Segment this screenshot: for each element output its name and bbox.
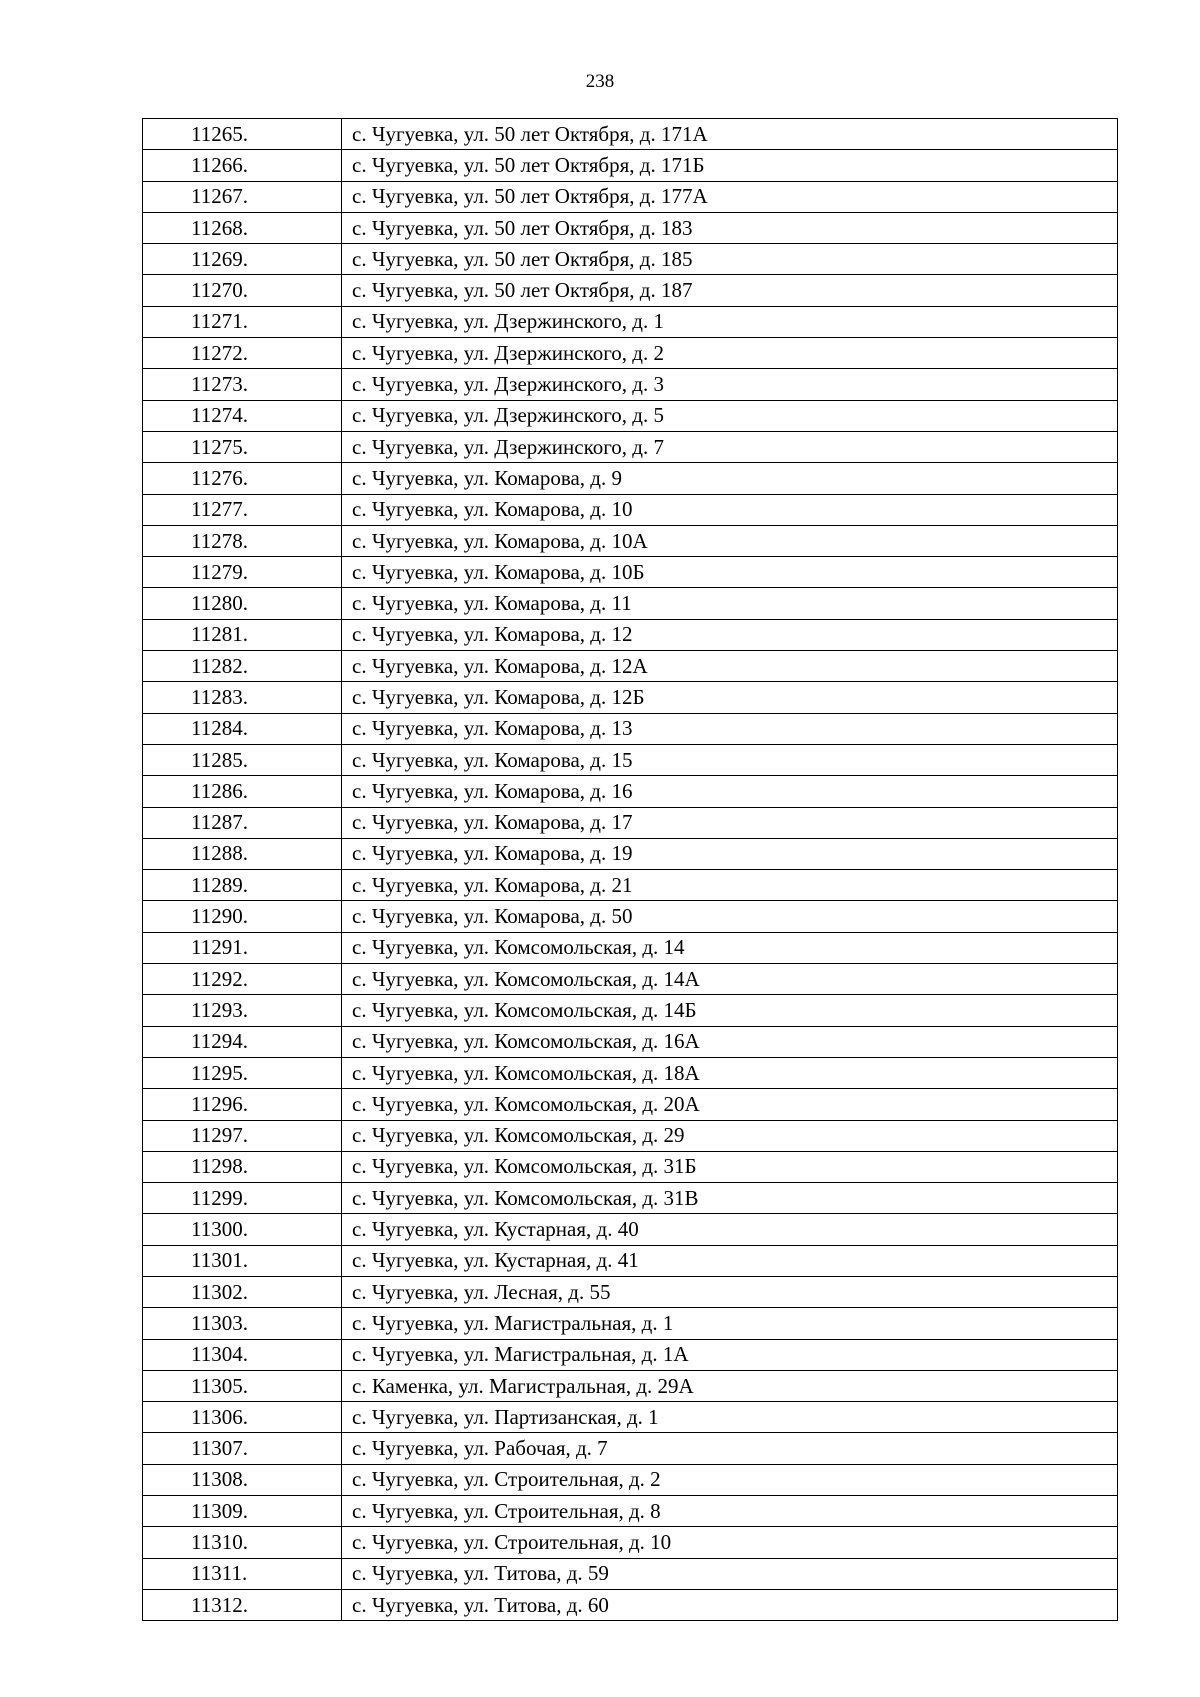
address-cell: с. Чугуевка, ул. 50 лет Октября, д. 171Б bbox=[342, 150, 1118, 181]
address-cell: с. Чугуевка, ул. 50 лет Октября, д. 187 bbox=[342, 275, 1118, 306]
row-number-cell: 11289. bbox=[143, 870, 342, 901]
table-row bbox=[143, 1026, 1118, 1057]
table-row bbox=[143, 1527, 1118, 1558]
table-row bbox=[143, 306, 1118, 337]
address-cell: с. Чугуевка, ул. Кустарная, д. 41 bbox=[342, 1245, 1118, 1276]
row-number-cell: 11300. bbox=[143, 1214, 342, 1245]
row-number-cell: 11299. bbox=[143, 1183, 342, 1214]
address-cell: с. Чугуевка, ул. Магистральная, д. 1А bbox=[342, 1339, 1118, 1370]
table-row bbox=[143, 463, 1118, 494]
table-row bbox=[143, 1433, 1118, 1464]
table-row bbox=[143, 431, 1118, 462]
address-cell: с. Чугуевка, ул. Строительная, д. 10 bbox=[342, 1527, 1118, 1558]
address-cell: с. Чугуевка, ул. Магистральная, д. 1 bbox=[342, 1308, 1118, 1339]
row-number-cell: 11309. bbox=[143, 1496, 342, 1527]
row-number-cell: 11268. bbox=[143, 212, 342, 243]
table-row bbox=[143, 1120, 1118, 1151]
address-cell: с. Чугуевка, ул. Комарова, д. 10Б bbox=[342, 557, 1118, 588]
row-number-cell: 11296. bbox=[143, 1089, 342, 1120]
address-cell: с. Чугуевка, ул. Комарова, д. 16 bbox=[342, 776, 1118, 807]
row-number-cell: 11276. bbox=[143, 463, 342, 494]
address-cell: с. Чугуевка, ул. Комарова, д. 15 bbox=[342, 744, 1118, 775]
table-row bbox=[143, 150, 1118, 181]
address-cell: с. Чугуевка, ул. Дзержинского, д. 3 bbox=[342, 369, 1118, 400]
address-cell: с. Чугуевка, ул. Строительная, д. 2 bbox=[342, 1464, 1118, 1495]
table-row bbox=[143, 1339, 1118, 1370]
row-number-cell: 11265. bbox=[143, 119, 342, 150]
address-cell: с. Чугуевка, ул. Комсомольская, д. 31Б bbox=[342, 1151, 1118, 1182]
table-row bbox=[143, 119, 1118, 150]
row-number-cell: 11285. bbox=[143, 744, 342, 775]
address-cell: с. Чугуевка, ул. Комсомольская, д. 14 bbox=[342, 932, 1118, 963]
row-number-cell: 11305. bbox=[143, 1370, 342, 1401]
row-number-cell: 11312. bbox=[143, 1589, 342, 1620]
row-number-cell: 11302. bbox=[143, 1276, 342, 1307]
table-row bbox=[143, 1370, 1118, 1401]
table-row bbox=[143, 901, 1118, 932]
address-cell: с. Чугуевка, ул. Комарова, д. 12 bbox=[342, 619, 1118, 650]
table-row bbox=[143, 1214, 1118, 1245]
table-row bbox=[143, 1496, 1118, 1527]
table-row bbox=[143, 1089, 1118, 1120]
row-number-cell: 11293. bbox=[143, 995, 342, 1026]
row-number-cell: 11306. bbox=[143, 1402, 342, 1433]
row-number-cell: 11303. bbox=[143, 1308, 342, 1339]
table-row bbox=[143, 870, 1118, 901]
address-cell: с. Чугуевка, ул. Комарова, д. 12Б bbox=[342, 682, 1118, 713]
table-row bbox=[143, 525, 1118, 556]
table-row bbox=[143, 1245, 1118, 1276]
row-number-cell: 11286. bbox=[143, 776, 342, 807]
row-number-cell: 11266. bbox=[143, 150, 342, 181]
row-number-cell: 11278. bbox=[143, 525, 342, 556]
row-number-cell: 11294. bbox=[143, 1026, 342, 1057]
row-number-cell: 11310. bbox=[143, 1527, 342, 1558]
row-number-cell: 11281. bbox=[143, 619, 342, 650]
address-table-body bbox=[143, 119, 1118, 1621]
address-cell: с. Чугуевка, ул. Кустарная, д. 40 bbox=[342, 1214, 1118, 1245]
table-row bbox=[143, 1589, 1118, 1620]
address-cell: с. Чугуевка, ул. Рабочая, д. 7 bbox=[342, 1433, 1118, 1464]
address-cell: с. Чугуевка, ул. Дзержинского, д. 2 bbox=[342, 338, 1118, 369]
table-row bbox=[143, 964, 1118, 995]
row-number-cell: 11275. bbox=[143, 431, 342, 462]
row-number-cell: 11270. bbox=[143, 275, 342, 306]
address-cell: с. Чугуевка, ул. Комарова, д. 12А bbox=[342, 651, 1118, 682]
row-number-cell: 11290. bbox=[143, 901, 342, 932]
table-row bbox=[143, 244, 1118, 275]
table-row bbox=[143, 776, 1118, 807]
row-number-cell: 11292. bbox=[143, 964, 342, 995]
address-cell: с. Чугуевка, ул. Титова, д. 60 bbox=[342, 1589, 1118, 1620]
address-cell: с. Чугуевка, ул. Комсомольская, д. 14Б bbox=[342, 995, 1118, 1026]
address-cell: с. Чугуевка, ул. Строительная, д. 8 bbox=[342, 1496, 1118, 1527]
table-row bbox=[143, 1276, 1118, 1307]
row-number-cell: 11295. bbox=[143, 1057, 342, 1088]
address-cell: с. Чугуевка, ул. Комсомольская, д. 31В bbox=[342, 1183, 1118, 1214]
address-cell: с. Чугуевка, ул. 50 лет Октября, д. 185 bbox=[342, 244, 1118, 275]
table-row bbox=[143, 995, 1118, 1026]
table-row bbox=[143, 369, 1118, 400]
table-row bbox=[143, 619, 1118, 650]
address-cell: с. Чугуевка, ул. Комарова, д. 11 bbox=[342, 588, 1118, 619]
page-number: 238 bbox=[585, 71, 615, 92]
row-number-cell: 11272. bbox=[143, 338, 342, 369]
row-number-cell: 11280. bbox=[143, 588, 342, 619]
row-number-cell: 11277. bbox=[143, 494, 342, 525]
table-row bbox=[143, 1151, 1118, 1182]
address-cell: с. Чугуевка, ул. Дзержинского, д. 5 bbox=[342, 400, 1118, 431]
table-row bbox=[143, 932, 1118, 963]
address-cell: с. Чугуевка, ул. Комарова, д. 10 bbox=[342, 494, 1118, 525]
row-number-cell: 11308. bbox=[143, 1464, 342, 1495]
row-number-cell: 11271. bbox=[143, 306, 342, 337]
address-cell: с. Чугуевка, ул. 50 лет Октября, д. 177А bbox=[342, 181, 1118, 212]
address-cell: с. Чугуевка, ул. Лесная, д. 55 bbox=[342, 1276, 1118, 1307]
address-cell: с. Чугуевка, ул. Дзержинского, д. 1 bbox=[342, 306, 1118, 337]
table-row bbox=[143, 1308, 1118, 1339]
table-row bbox=[143, 181, 1118, 212]
address-cell: с. Чугуевка, ул. Комарова, д. 10А bbox=[342, 525, 1118, 556]
address-cell: с. Чугуевка, ул. 50 лет Октября, д. 183 bbox=[342, 212, 1118, 243]
row-number-cell: 11284. bbox=[143, 713, 342, 744]
row-number-cell: 11301. bbox=[143, 1245, 342, 1276]
row-number-cell: 11279. bbox=[143, 557, 342, 588]
row-number-cell: 11274. bbox=[143, 400, 342, 431]
table-row bbox=[143, 838, 1118, 869]
address-cell: с. Чугуевка, ул. Комарова, д. 9 bbox=[342, 463, 1118, 494]
table-row bbox=[143, 1558, 1118, 1589]
table-row bbox=[143, 1057, 1118, 1088]
table-row bbox=[143, 494, 1118, 525]
address-cell: с. Чугуевка, ул. Титова, д. 59 bbox=[342, 1558, 1118, 1589]
row-number-cell: 11282. bbox=[143, 651, 342, 682]
table-row bbox=[143, 1402, 1118, 1433]
row-number-cell: 11288. bbox=[143, 838, 342, 869]
table-row bbox=[143, 212, 1118, 243]
table-row bbox=[143, 713, 1118, 744]
table-row bbox=[143, 682, 1118, 713]
table-row bbox=[143, 338, 1118, 369]
row-number-cell: 11287. bbox=[143, 807, 342, 838]
row-number-cell: 11304. bbox=[143, 1339, 342, 1370]
address-table bbox=[142, 118, 1118, 1621]
address-cell: с. Чугуевка, ул. Комарова, д. 19 bbox=[342, 838, 1118, 869]
address-cell: с. Чугуевка, ул. Комарова, д. 17 bbox=[342, 807, 1118, 838]
row-number-cell: 11307. bbox=[143, 1433, 342, 1464]
address-cell: с. Чугуевка, ул. Дзержинского, д. 7 bbox=[342, 431, 1118, 462]
table-row bbox=[143, 588, 1118, 619]
table-row bbox=[143, 807, 1118, 838]
address-cell: с. Чугуевка, ул. Комсомольская, д. 14А bbox=[342, 964, 1118, 995]
row-number-cell: 11269. bbox=[143, 244, 342, 275]
row-number-cell: 11297. bbox=[143, 1120, 342, 1151]
address-cell: с. Чугуевка, ул. Комарова, д. 50 bbox=[342, 901, 1118, 932]
table-row bbox=[143, 651, 1118, 682]
address-cell: с. Чугуевка, ул. Комсомольская, д. 16А bbox=[342, 1026, 1118, 1057]
table-row bbox=[143, 1183, 1118, 1214]
address-cell: с. Чугуевка, ул. Партизанская, д. 1 bbox=[342, 1402, 1118, 1433]
table-row bbox=[143, 557, 1118, 588]
row-number-cell: 11283. bbox=[143, 682, 342, 713]
address-cell: с. Чугуевка, ул. Комсомольская, д. 18А bbox=[342, 1057, 1118, 1088]
table-row bbox=[143, 744, 1118, 775]
row-number-cell: 11291. bbox=[143, 932, 342, 963]
row-number-cell: 11298. bbox=[143, 1151, 342, 1182]
address-cell: с. Чугуевка, ул. 50 лет Октября, д. 171А bbox=[342, 119, 1118, 150]
row-number-cell: 11273. bbox=[143, 369, 342, 400]
table-row bbox=[143, 400, 1118, 431]
table-row bbox=[143, 1464, 1118, 1495]
address-cell: с. Чугуевка, ул. Комсомольская, д. 29 bbox=[342, 1120, 1118, 1151]
address-cell: с. Чугуевка, ул. Комарова, д. 13 bbox=[342, 713, 1118, 744]
address-cell: с. Чугуевка, ул. Комсомольская, д. 20А bbox=[342, 1089, 1118, 1120]
address-cell: с. Каменка, ул. Магистральная, д. 29А bbox=[342, 1370, 1118, 1401]
row-number-cell: 11311. bbox=[143, 1558, 342, 1589]
address-cell: с. Чугуевка, ул. Комарова, д. 21 bbox=[342, 870, 1118, 901]
row-number-cell: 11267. bbox=[143, 181, 342, 212]
table-row bbox=[143, 275, 1118, 306]
